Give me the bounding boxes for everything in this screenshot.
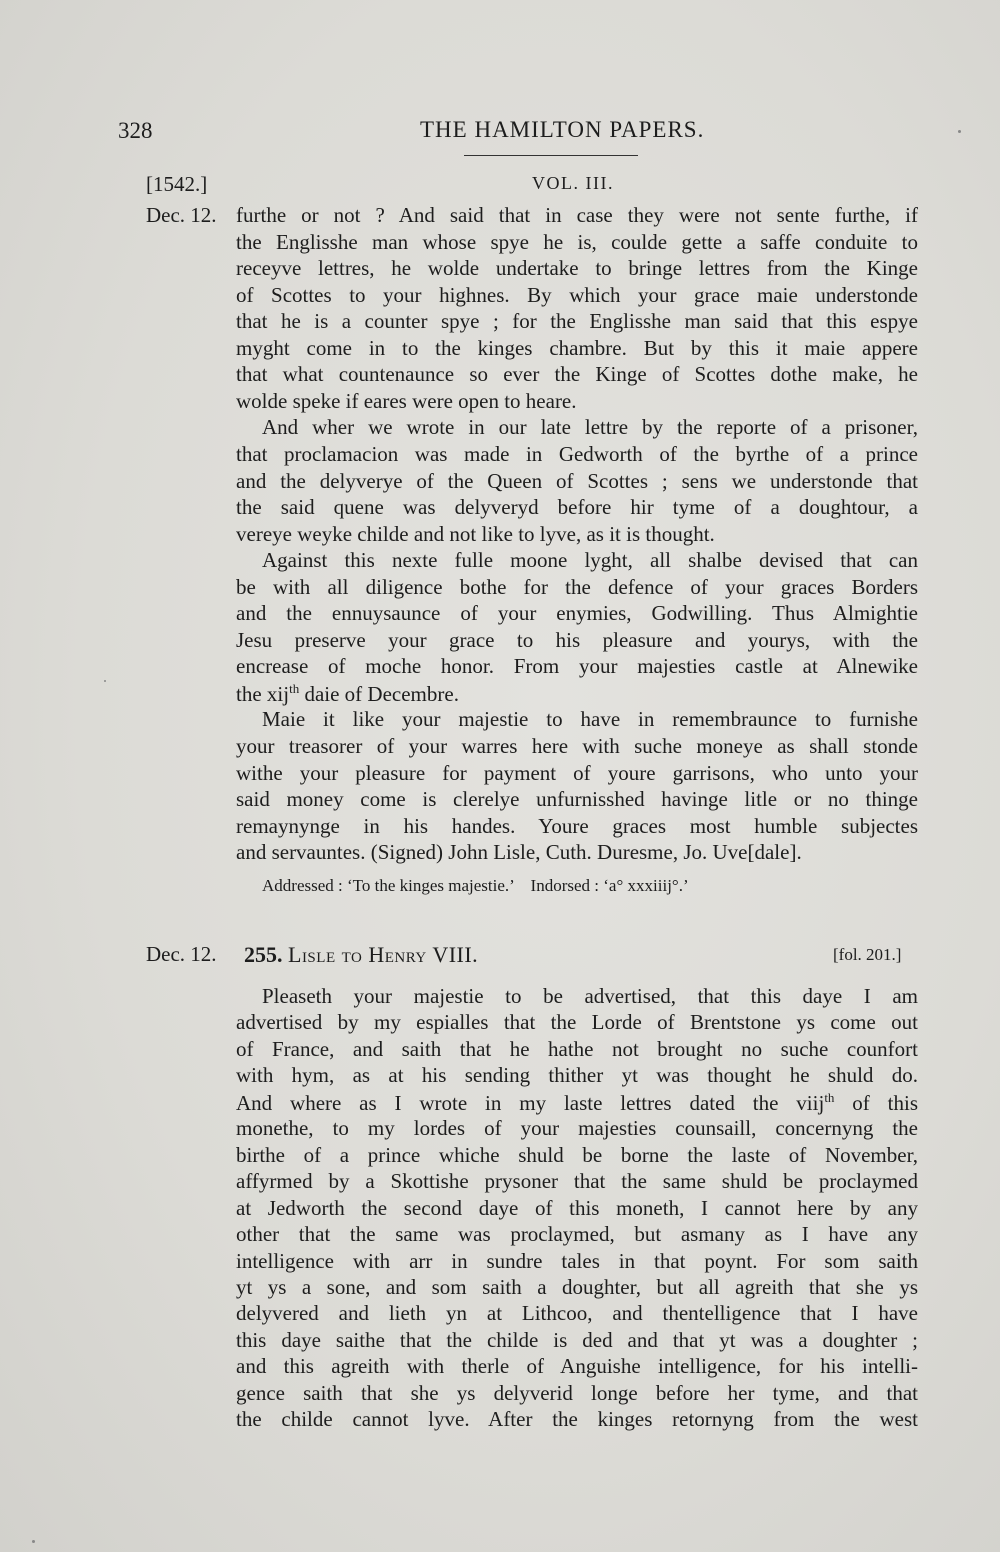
text-line: remaynynge in his handes. Youre graces most humble subjectes <box>236 813 918 838</box>
text-line: Against this nexte fulle moone lyght, all shalbe devised that can <box>262 548 918 573</box>
text-line: the Englisshe man whose spye he is, coulde gette a saffe conduite to <box>236 229 918 254</box>
addressed-text: ‘To the kinges majestie.’ <box>346 876 514 895</box>
text-line: of France, and saith that he hathe not brought no suche counfort <box>236 1036 918 1061</box>
text-line: delyvered and lieth yn at Lithcoo, and thentelligence that I have <box>236 1301 918 1326</box>
paper-speck <box>104 680 106 682</box>
letter-number: 255. <box>244 942 283 967</box>
text-line: the said quene was delyveryd before hir tyme of a doughtour, a <box>236 495 918 520</box>
line-text: And where as I wrote in my laste lettres dated the viij <box>236 1090 825 1115</box>
indorsed-text: ‘a° xxxiiij°.’ <box>603 876 689 895</box>
text-line <box>236 681 918 707</box>
text-line: And wher we wrote in our late lettre by the reporte of a prisoner, <box>262 415 918 440</box>
text-line: that proclamacion was made in Gedworth of the byrthe of a prince <box>236 441 918 466</box>
text-line: other that the same was proclaymed, but asmany as I have any <box>236 1222 918 1247</box>
text-line: that he is a counter spye ; for the Englisshe man said that this espye <box>236 309 918 334</box>
text-line: vereye weyke childe and not like to lyve, as it is thought. <box>236 521 715 546</box>
folio-reference: [fol. 201.] <box>833 945 902 964</box>
text-line: of Scottes to your highnes. By which your grace maie understonde <box>236 282 918 307</box>
text-line: receyve lettres, he wolde undertake to bringe lettres from the Kinge <box>236 256 918 281</box>
text-line: at Jedworth the second daye of this moneth, I cannot here by any <box>236 1195 918 1220</box>
text-line: yt ys a sone, and som saith a doughter, but all agreith that she ys <box>236 1274 918 1299</box>
line-text-rest: of this <box>834 1090 918 1115</box>
text-line: be with all diligence bothe for the defence of your graces Borders <box>236 574 918 599</box>
date-text: the xij <box>236 681 290 706</box>
text-line: Pleaseth your majestie to be advertised, that this daye I am <box>262 984 918 1008</box>
section1-date: Dec. 12. <box>146 203 217 227</box>
header-rule <box>464 155 638 156</box>
text-line: and the delyverye of the Queen of Scottes ; sens we understonde that <box>236 468 918 493</box>
date-text-rest: daie of Decembre. <box>299 681 459 706</box>
letter-heading <box>244 942 478 968</box>
text-line: with hym, as at his sending thither yt was thought he shuld do. <box>236 1063 918 1088</box>
ordinal-superscript: th <box>289 680 300 696</box>
text-line: your treasorer of your warres here with suche moneye as shall stonde <box>236 734 918 758</box>
text-line: birthe of a prince whiche shuld be borne the laste of November, <box>236 1142 918 1167</box>
text-line: affyrmed by a Skottishe prysoner that the same shuld be proclaymed <box>236 1169 918 1194</box>
text-line: and the ennuysaunce of your enymies, Godwilling. Thus Almightie <box>236 601 918 626</box>
running-title: THE HAMILTON PAPERS. <box>420 117 705 142</box>
text-line: Jesu preserve your grace to his pleasure and yourys, with the <box>236 627 918 652</box>
section2-date: Dec. 12. <box>146 942 217 966</box>
indorsed-label: Indorsed : <box>530 876 600 895</box>
text-line: wolde speke if eares were open to heare. <box>236 388 577 413</box>
text-line: withe your pleasure for payment of youre garrisons, who unto your <box>236 760 918 785</box>
text-line: and servauntes. (Signed) John Lisle, Cuth. Duresme, Jo. Uve[dale]. <box>236 840 802 865</box>
addressed-line <box>262 876 689 896</box>
text-line: said money come is clerelye unfurnisshed havinge litle or no thinge <box>236 787 918 812</box>
text-line: this daye saithe that the childe is ded and that yt was a doughter ; <box>236 1327 918 1352</box>
text-line: myght come in to the kinges chambre. But by this it maie appere <box>236 335 918 360</box>
text-line: encrease of moche honor. From your majesties castle at Alnewike <box>236 654 918 679</box>
ordinal-superscript: th <box>824 1089 835 1105</box>
letter-title: Lisle to Henry VIII. <box>288 942 479 967</box>
text-line: furthe or not ? And said that in case they were not sente furthe, if <box>236 203 918 227</box>
text-line: and this agreith with therle of Anguishe intelligence, for his intelli- <box>236 1354 918 1379</box>
paper-speck <box>958 130 961 133</box>
text-line: monethe, to my lordes of your majesties counsaill, concernyng the <box>236 1116 918 1141</box>
text-line <box>236 1090 918 1118</box>
text-line: Maie it like your majestie to have in remembraunce to furnishe <box>262 707 918 732</box>
page-number: 328 <box>118 118 153 143</box>
text-line: advertised by my espialles that the Lorde of Brentstone ys come out <box>236 1010 918 1035</box>
text-line: the childe cannot lyve. After the kinges retornyng from the west <box>236 1407 918 1432</box>
addressed-label: Addressed : <box>262 876 343 895</box>
volume-label: VOL. III. <box>532 173 614 193</box>
text-line: intelligence with arr in sundre tales in that poynt. For som saith <box>236 1248 918 1273</box>
year-marginal: [1542.] <box>146 172 208 196</box>
text-line: that what countenaunce so ever the Kinge of Scottes dothe make, he <box>236 362 918 387</box>
text-line: gence saith that she ys delyverid longe before her tyme, and that <box>236 1380 918 1405</box>
paper-speck <box>32 1540 35 1543</box>
